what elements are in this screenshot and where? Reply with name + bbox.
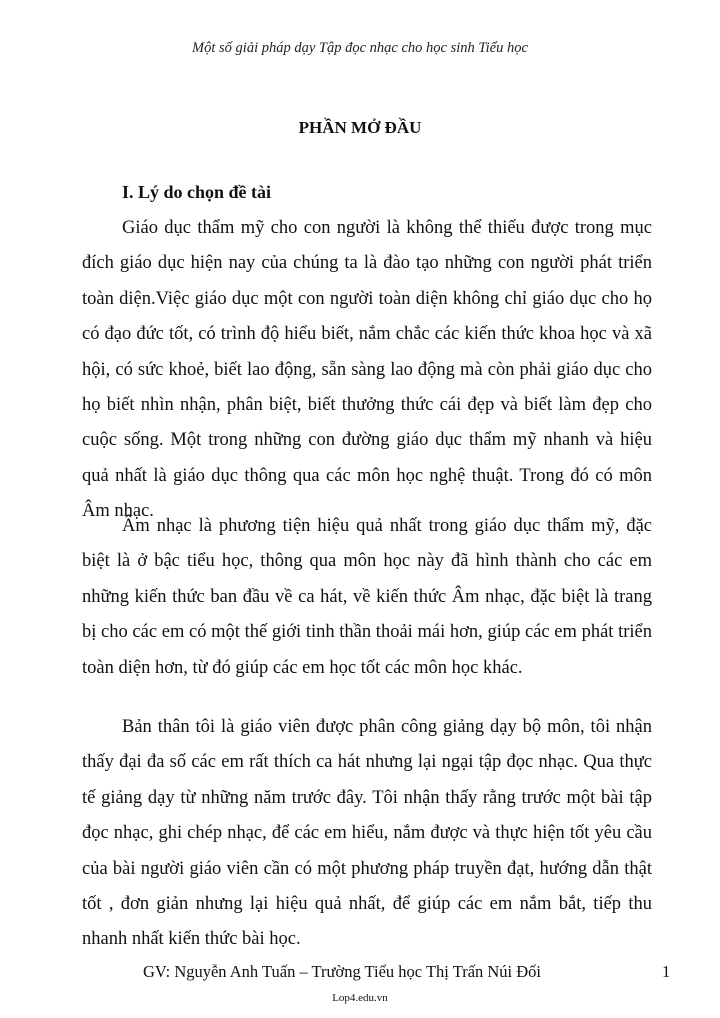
- footer-author-line: GV: Nguyễn Anh Tuấn – Trường Tiểu học Thị Trấn Núi Đối: [143, 962, 542, 981]
- body-paragraph-1: Giáo dục thẩm mỹ cho con người là không thể thiếu được trong mục đích giáo dục hiện nay của chúng ta là đào tạo những con người phát triển toàn diện.Việc giáo dục một con người toàn diện không chỉ giáo dục cho họ có đạo đức tốt, có trình độ hiểu biết, nắm chắc các kiến thức khoa học và xã hội, có sức khoẻ, biết lao động, sẵn sàng lao động mà còn phải giáo dục cho họ biết nhìn nhận, phân biệt, biết thưởng thức cái đẹp và biết làm đẹp cho cuộc sống. Một trong những con đường giáo dục thẩm mỹ nhanh và hiệu quả nhất là giáo dục thông qua các môn học nghệ thuật. Trong đó có môn Âm nhạc.: [82, 218, 652, 522]
- footer-site: Lop4.edu.vn: [332, 992, 388, 1004]
- section-heading: I. Lý do chọn đề tài: [122, 182, 272, 202]
- body-paragraph-3: Bản thân tôi là giáo viên được phân công giảng dạy bộ môn, tôi nhận thấy đại đa số các em rất thích ca hát nhưng lại ngại tập đọc nhạc. Qua thực tế giảng dạy từ những năm trước đây. Tôi nhận thấy rằng trước một bài tập đọc nhạc, ghi chép nhạc, để các em hiểu, nắm được và thực hiện tốt yêu cầu của bài người giáo viên cần có một phương pháp truyền đạt, hướng dẫn thật tốt , đơn giản nhưng lại hiệu quả nhất, để giúp các em nắm bắt, tiếp thu nhanh nhất kiến thức bài học.: [82, 717, 652, 950]
- page-number: 1: [662, 962, 671, 981]
- body-paragraph-2: Âm nhạc là phương tiện hiệu quả nhất trong giáo dục thẩm mỹ, đặc biệt là ở bậc tiểu học, thông qua môn học này đã hình thành cho các em những kiến thức ban đầu về ca hát, về kiến thức Âm nhạc, đặc biệt là trang bị cho các em có một thế giới tinh thần thoải mái hơn, giúp các em phát triển toàn diện hơn, từ đó giúp các em học tốt các môn học khác.: [82, 516, 652, 678]
- page-title: PHẦN MỞ ĐẦU: [298, 118, 422, 137]
- running-header: Một số giải pháp dạy Tập đọc nhạc cho học sinh Tiểu học: [192, 40, 528, 56]
